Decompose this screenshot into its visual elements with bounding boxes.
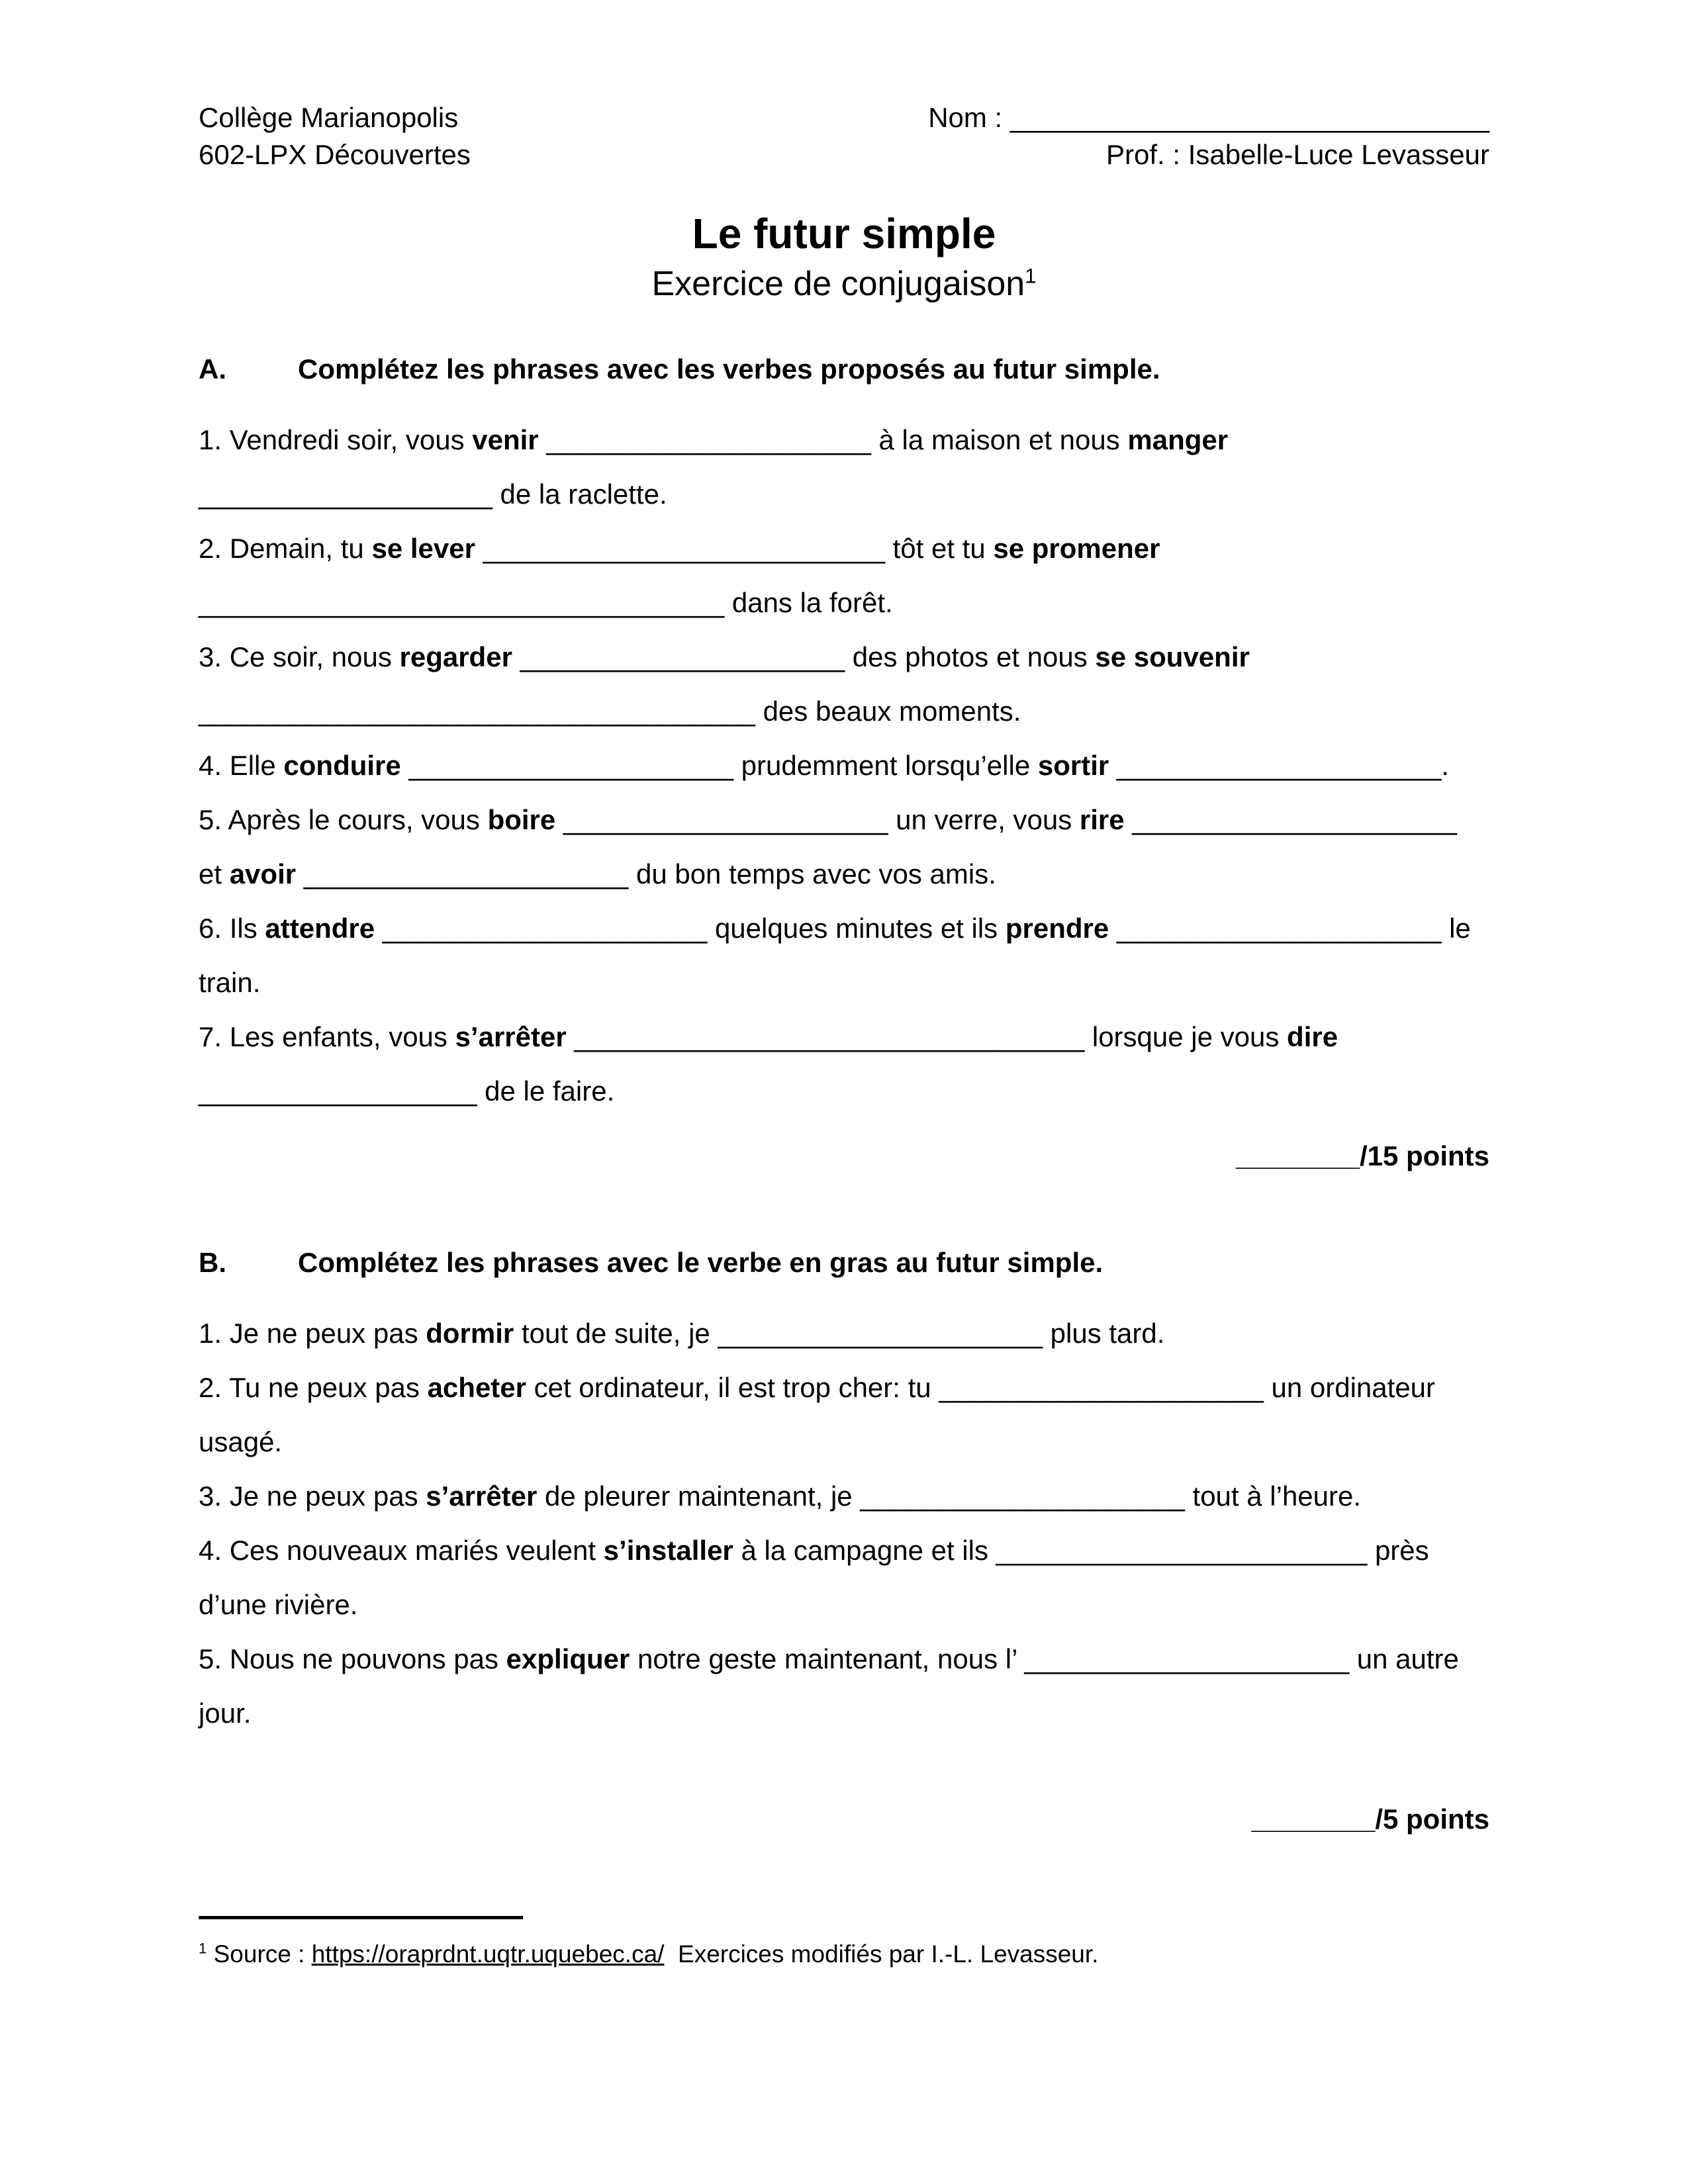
verb-bold: manger bbox=[1127, 424, 1229, 455]
section-b-instruction: Complétez les phrases avec le verbe en gras au futur simple. bbox=[298, 1247, 1103, 1278]
footnote-credit: Exercices modifiés par I.-L. Levasseur. bbox=[664, 1940, 1099, 1968]
text-segment: et bbox=[199, 858, 230, 889]
exercise-line bbox=[199, 739, 1489, 793]
exercise-line bbox=[199, 413, 1489, 467]
page-title: Le futur simple bbox=[692, 210, 996, 257]
text-segment: _____________________ prudemment lorsqu’elle bbox=[400, 750, 1038, 781]
text-segment: jour. bbox=[199, 1698, 252, 1729]
text-segment: 4. Elle bbox=[199, 750, 284, 781]
verb-bold: conduire bbox=[283, 750, 401, 781]
page-subtitle bbox=[199, 262, 1489, 306]
text-segment: d’une rivière. bbox=[199, 1589, 358, 1620]
verb-bold: s’arrêter bbox=[426, 1480, 538, 1512]
text-segment: de pleurer maintenant, je _____________________ tout à l’heure. bbox=[537, 1480, 1362, 1512]
footnote-source-label: Source : bbox=[207, 1940, 312, 1968]
text-segment: train. bbox=[199, 967, 261, 998]
text-segment: ____________________________________ des beaux moments. bbox=[199, 696, 1021, 727]
text-segment: __________________________ tôt et tu bbox=[475, 533, 994, 564]
points-blank: ________ bbox=[1251, 1803, 1376, 1835]
exercise-line bbox=[199, 1686, 1489, 1741]
subtitle-text: Exercice de conjugaison bbox=[651, 265, 1025, 303]
verb-bold: expliquer bbox=[506, 1643, 630, 1674]
text-segment: 6. Ils bbox=[199, 913, 265, 944]
text-segment: tout de suite, je _____________________ plus tard. bbox=[514, 1318, 1165, 1349]
exercise-line bbox=[199, 1524, 1489, 1578]
exercise-line bbox=[199, 1306, 1489, 1361]
section-b-points bbox=[199, 1792, 1489, 1846]
verb-bold: s’arrêter bbox=[455, 1021, 567, 1052]
verb-bold: se souvenir bbox=[1095, 641, 1250, 672]
footnote-source-link[interactable]: https://oraprdnt.uqtr.uquebec.ca/ bbox=[311, 1940, 665, 1968]
section-a-heading bbox=[199, 353, 1489, 385]
verb-bold: acheter bbox=[427, 1372, 526, 1403]
exercise-line bbox=[199, 1010, 1489, 1064]
section-b-heading bbox=[199, 1247, 1489, 1279]
text-segment: ___________________ de la raclette. bbox=[199, 478, 667, 510]
text-segment: 2. Tu ne peux pas bbox=[199, 1372, 428, 1403]
text-segment: 7. Les enfants, vous bbox=[199, 1021, 455, 1052]
verb-bold: s’installer bbox=[603, 1535, 733, 1566]
exercise-line bbox=[199, 576, 1489, 630]
verb-bold: regarder bbox=[399, 641, 512, 672]
exercise-line bbox=[199, 901, 1489, 956]
course-code: 602-LPX Découvertes bbox=[199, 139, 471, 170]
exercise-line bbox=[199, 956, 1489, 1010]
footnote-reference: 1 bbox=[1025, 264, 1037, 288]
footnote-marker: 1 bbox=[199, 1940, 207, 1957]
exercise-line bbox=[199, 1415, 1489, 1469]
points-label: /15 points bbox=[1359, 1140, 1489, 1171]
text-segment: __________________________________ dans la forêt. bbox=[199, 587, 893, 618]
text-segment: _____________________ à la maison et nous bbox=[538, 424, 1128, 455]
exercise-line bbox=[199, 1632, 1489, 1686]
text-segment: 1. Vendredi soir, vous bbox=[199, 424, 473, 455]
text-segment: cet ordinateur, il est trop cher: tu _____________________ un ordinateur bbox=[526, 1372, 1436, 1403]
header-right bbox=[928, 99, 1489, 173]
exercise-line bbox=[199, 467, 1489, 522]
text-segment: _____________________ le bbox=[1109, 913, 1471, 944]
exercise-line bbox=[199, 630, 1489, 684]
verb-bold: venir bbox=[472, 424, 539, 455]
points-blank: ________ bbox=[1236, 1140, 1360, 1171]
section-a-label: A. bbox=[199, 353, 226, 385]
text-segment: notre geste maintenant, nous l’ _____________________ un autre bbox=[630, 1643, 1459, 1674]
text-segment: __________________ de le faire. bbox=[199, 1075, 615, 1107]
exercise-line bbox=[199, 793, 1489, 847]
prof-line: Prof. : Isabelle-Luce Levasseur bbox=[1106, 139, 1489, 170]
verb-bold: dire bbox=[1287, 1021, 1338, 1052]
verb-bold: sortir bbox=[1037, 750, 1109, 781]
section-a-lines bbox=[199, 413, 1489, 1118]
exercise-line bbox=[199, 684, 1489, 739]
verb-bold: avoir bbox=[229, 858, 297, 889]
section-b-lines bbox=[199, 1306, 1489, 1741]
verb-bold: prendre bbox=[1005, 913, 1109, 944]
document-header bbox=[199, 99, 1489, 173]
text-segment: _____________________ des photos et nous bbox=[512, 641, 1096, 672]
section-b-label: B. bbox=[199, 1247, 226, 1278]
text-segment: _________________________________ lorsque je vous bbox=[566, 1021, 1288, 1052]
text-segment: 3. Je ne peux pas bbox=[199, 1480, 426, 1512]
exercise-line bbox=[199, 522, 1489, 576]
verb-bold: attendre bbox=[265, 913, 375, 944]
header-left bbox=[199, 99, 471, 173]
section-a-points bbox=[199, 1129, 1489, 1183]
footnote-divider bbox=[199, 1916, 523, 1919]
verb-bold: se lever bbox=[371, 533, 475, 564]
exercise-line bbox=[199, 1064, 1489, 1118]
text-segment: _____________________. bbox=[1109, 750, 1450, 781]
text-segment: _____________________ un verre, vous bbox=[555, 804, 1080, 835]
text-segment: _____________________ quelques minutes et ils bbox=[375, 913, 1006, 944]
text-segment: à la campagne et ils ________________________ près bbox=[733, 1535, 1429, 1566]
text-segment: 5. Nous ne pouvons pas bbox=[199, 1643, 506, 1674]
verb-bold: rire bbox=[1079, 804, 1125, 835]
text-segment: usagé. bbox=[199, 1426, 283, 1457]
text-segment: 5. Après le cours, vous bbox=[199, 804, 488, 835]
exercise-line bbox=[199, 1361, 1489, 1415]
name-line bbox=[928, 99, 1489, 136]
verb-bold: se promener bbox=[993, 533, 1160, 564]
school-name: Collège Marianopolis bbox=[199, 102, 459, 133]
text-segment: 1. Je ne peux pas bbox=[199, 1318, 426, 1349]
footnote-text bbox=[199, 1938, 1489, 1971]
text-segment: _____________________ bbox=[1124, 804, 1457, 835]
text-segment: 4. Ces nouveaux mariés veulent bbox=[199, 1535, 604, 1566]
text-segment: 2. Demain, tu bbox=[199, 533, 372, 564]
footnote bbox=[199, 1916, 1489, 1971]
text-segment: 3. Ce soir, nous bbox=[199, 641, 400, 672]
exercise-line bbox=[199, 1578, 1489, 1632]
name-label: Nom : bbox=[928, 102, 1003, 133]
name-blank: _______________________________ bbox=[1009, 102, 1489, 133]
verb-bold: dormir bbox=[426, 1318, 514, 1349]
title-block bbox=[199, 208, 1489, 306]
text-segment: _____________________ du bon temps avec vos amis. bbox=[296, 858, 996, 889]
verb-bold: boire bbox=[487, 804, 556, 835]
points-label: /5 points bbox=[1375, 1803, 1489, 1835]
exercise-line bbox=[199, 847, 1489, 901]
section-a-instruction: Complétez les phrases avec les verbes proposés au futur simple. bbox=[298, 353, 1160, 385]
exercise-line bbox=[199, 1469, 1489, 1524]
